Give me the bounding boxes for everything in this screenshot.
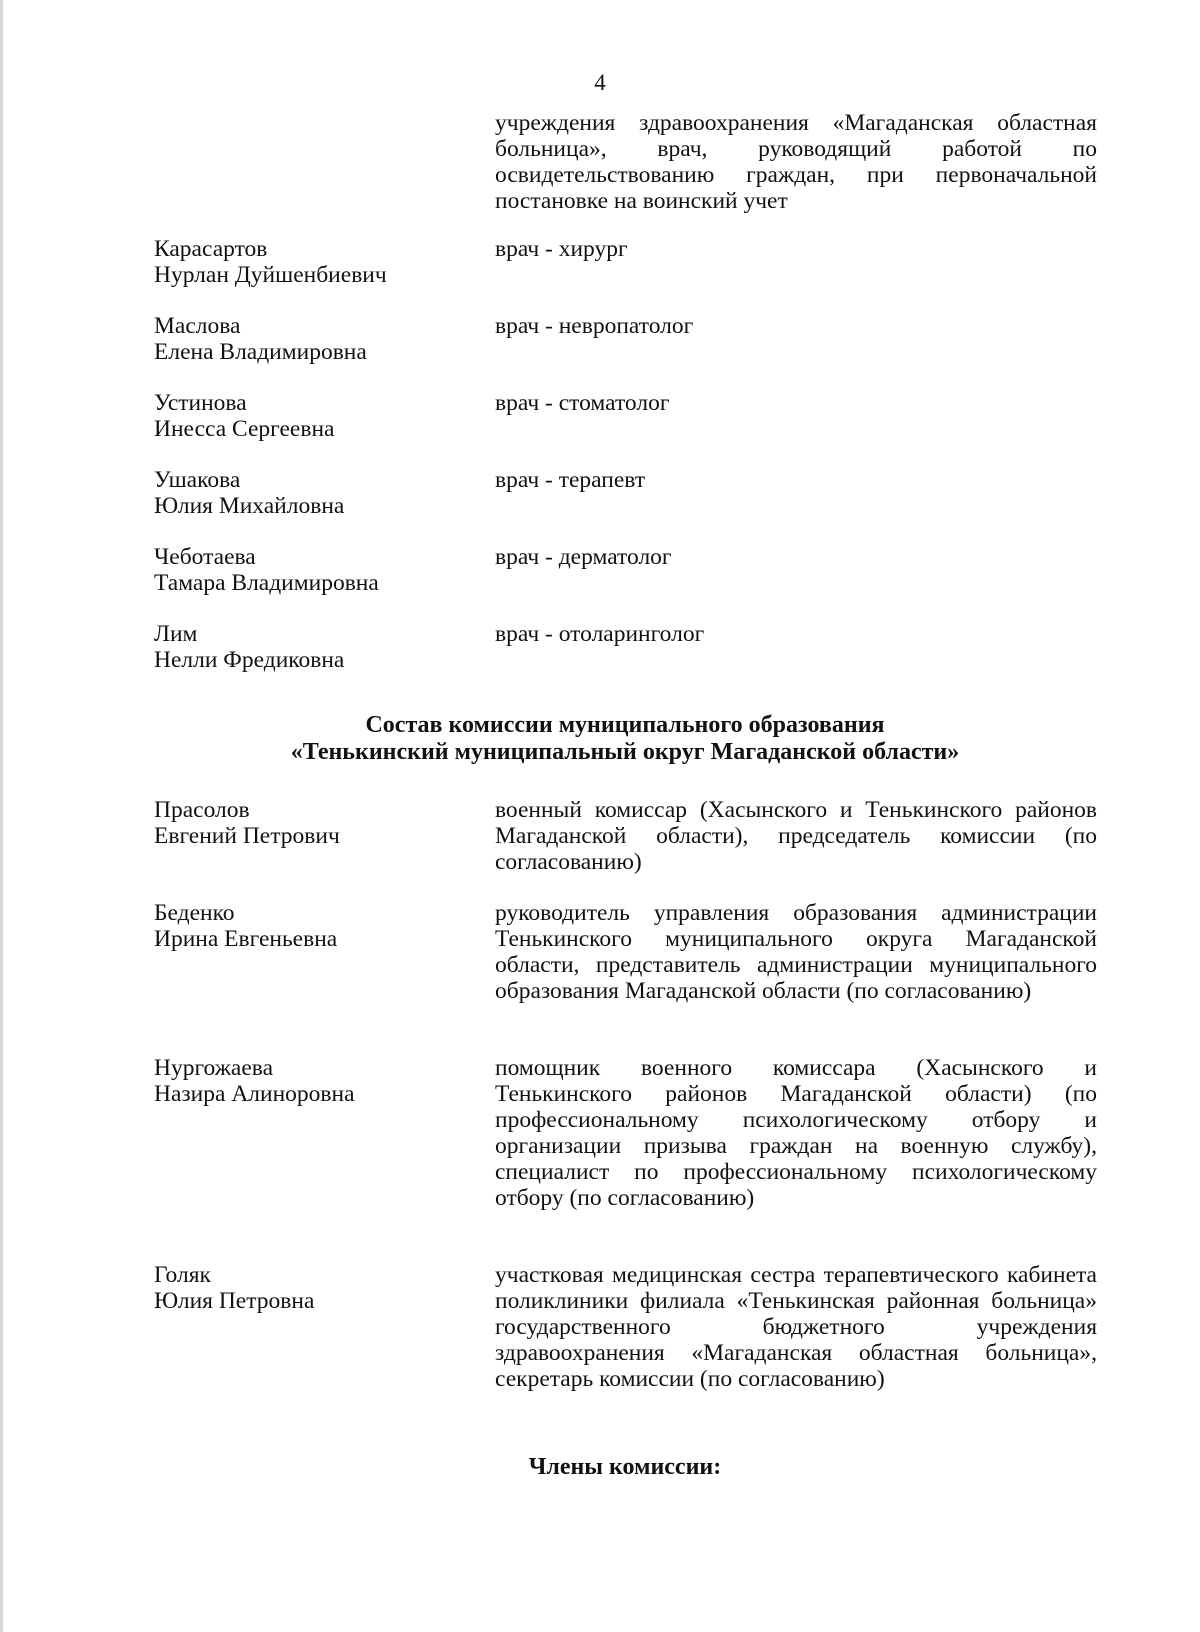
doctor-role: врач - стоматолог [495, 390, 670, 416]
doctor-name [154, 313, 474, 365]
doctor-name [154, 390, 474, 442]
doctor-name [154, 544, 474, 596]
page-number: 4 [594, 70, 606, 95]
given-name: Юлия Петровна [154, 1288, 315, 1314]
section-heading-line: Состав комиссии муниципального образования [365, 712, 885, 738]
surname: Голяк [154, 1262, 211, 1288]
commission-member-role: военный комиссар (Хасынского и Тенькинского районов Магаданской области), председатель комиссии (по согласованию) [495, 797, 1097, 875]
surname: Устинова [154, 390, 247, 416]
commission-member-role: руководитель управления образования администрации Тенькинского муниципального округа Магаданской области, представитель администрации муниципального образования Магаданской области (по согласованию) [495, 900, 1097, 1004]
doctor-role: врач - невропатолог [495, 313, 694, 339]
doctor-name [154, 621, 474, 673]
commission-member-name [154, 1055, 474, 1107]
commission-member-name [154, 797, 474, 849]
given-name: Ирина Евгеньевна [154, 926, 338, 952]
given-name: Нурлан Дуйшенбиевич [154, 262, 387, 288]
members-heading: Члены комиссии: [528, 1454, 722, 1480]
doctor-role: врач - хирург [495, 236, 628, 262]
surname: Беденко [154, 900, 235, 926]
doctor-name [154, 236, 474, 288]
commission-member-name [154, 1262, 474, 1314]
given-name: Елена Владимировна [154, 339, 367, 365]
page-edge [0, 0, 3, 1632]
surname: Чеботаева [154, 544, 256, 570]
surname: Маслова [154, 313, 241, 339]
given-name: Евгений Петрович [154, 823, 340, 849]
section-heading-line: «Тенькинский муниципальный округ Магаданской области» [290, 739, 960, 765]
doctor-role: врач - дерматолог [495, 544, 672, 570]
given-name: Юлия Михайловна [154, 493, 345, 519]
given-name: Инесса Сергеевна [154, 416, 335, 442]
given-name: Нелли Фредиковна [154, 647, 345, 673]
commission-member-role: участковая медицинская сестра терапевтического кабинета поликлиники филиала «Тенькинская районная больница» государственного бюджетного учреждения здравоохранения «Магаданская областная больница», секретарь комиссии (по согласованию) [495, 1262, 1097, 1392]
surname: Ушакова [154, 467, 241, 493]
doctor-name [154, 467, 474, 519]
surname: Нургожаева [154, 1055, 274, 1081]
doctor-role: врач - отоларинголог [495, 621, 705, 647]
commission-member-name [154, 900, 474, 952]
surname: Прасолов [154, 797, 250, 823]
continuation-text: учреждения здравоохранения «Магаданская областная больница», врач, руководящий работой по освидетельствованию граждан, при первоначальной постановке на воинский учет [495, 110, 1097, 214]
given-name: Тамара Владимировна [154, 570, 379, 596]
commission-member-role: помощник военного комиссара (Хасынского и Тенькинского районов Магаданской области) (по профессиональному психологическому отбору и организации призыва граждан на военную службу), специалист по профессиональному психологическому отбору (по согласованию) [495, 1055, 1097, 1211]
doctor-role: врач - терапевт [495, 467, 646, 493]
section-heading [0, 712, 1200, 766]
surname: Карасартов [154, 236, 268, 262]
surname: Лим [154, 621, 198, 647]
given-name: Назира Алиноровна [154, 1081, 355, 1107]
